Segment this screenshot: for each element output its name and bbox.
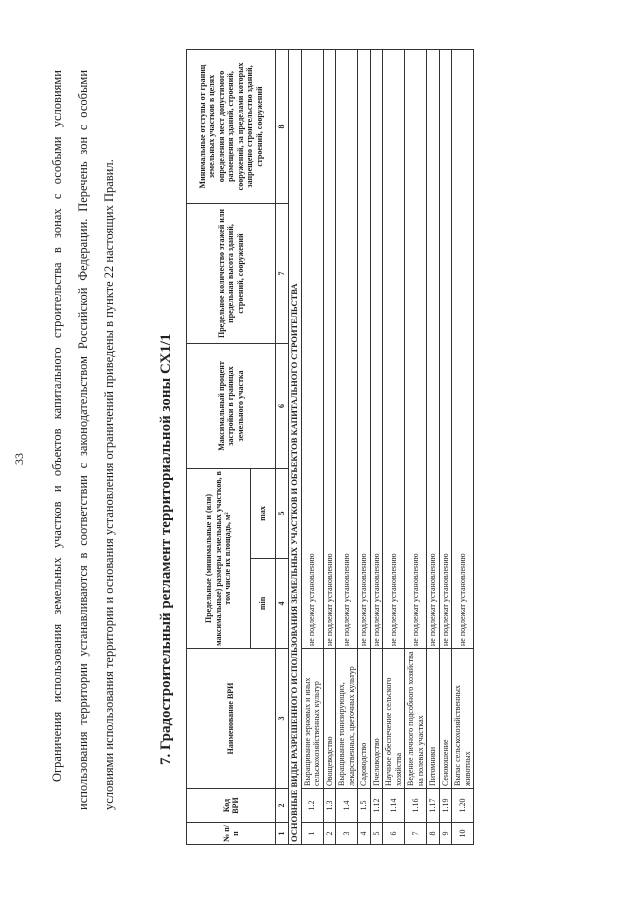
table-row [405, 50, 427, 845]
regulation-table [186, 49, 474, 845]
row-code: 1.20 [452, 789, 474, 823]
row-num: 7 [405, 823, 427, 845]
row-num: 4 [358, 823, 371, 845]
row-note: не подлежат установлению [301, 50, 323, 649]
header-code: Код ВРИ [187, 789, 276, 823]
intro-line-3: Перечень зон с особыми условиями использования территории и основания установления ограничений приведены в [76, 69, 116, 810]
row-num: 1 [301, 823, 323, 845]
header-name: Наименование ВРИ [187, 649, 276, 789]
header-row [187, 50, 251, 845]
row-code: 1.14 [383, 789, 405, 823]
row-num: 8 [427, 823, 440, 845]
row-name: Питомники [427, 649, 440, 789]
row-code: 1.19 [439, 789, 452, 823]
row-code: 1.2 [301, 789, 323, 823]
table-row [383, 50, 405, 845]
header-floors: Предельное количество этажей или предельная высота зданий, строений, сооружений [187, 204, 276, 344]
intro-line-4: пункте 22 настоящих Правил. [102, 159, 116, 318]
col-number: 7 [276, 204, 289, 344]
intro-paragraph [44, 70, 122, 810]
intro-line-2: условиями использования территории устанавливаются в соответствии с законодательством Российской Федерации. [50, 70, 90, 810]
row-code: 1.3 [323, 789, 336, 823]
table-row [358, 50, 371, 845]
row-code: 1.17 [427, 789, 440, 823]
intro-line-1: Ограничения использования земельных участков и объектов капитального строительства в зонах с особыми [50, 136, 64, 782]
row-note: не подлежат установлению [405, 50, 427, 649]
row-code: 1.12 [370, 789, 383, 823]
col-number: 8 [276, 50, 289, 204]
col-number: 6 [276, 344, 289, 469]
col-number: 2 [276, 789, 289, 823]
header-percent: Максимальный процент застройки в границах земельного участка [187, 344, 276, 469]
header-min: min [250, 559, 275, 649]
col-number: 4 [276, 559, 289, 649]
header-max: max [250, 469, 275, 559]
row-note: не подлежат установлению [323, 50, 336, 649]
table-row [301, 50, 323, 845]
section-heading: ОСНОВНЫЕ ВИДЫ РАЗРЕШЕННОГО ИСПОЛЬЗОВАНИЯ ЗЕМЕЛЬНЫХ УЧАСТКОВ И ОБЪЕКТОВ КАПИТАЛЬНОГО СТРОИТЕЛЬСТВА [289, 50, 302, 845]
row-note: не подлежат установлению [452, 50, 474, 649]
row-name: Пчеловодство [370, 649, 383, 789]
table-row [439, 50, 452, 845]
row-note: не подлежат установлению [336, 50, 358, 649]
row-name: Ведение личного подсобного хозяйства на полевых участках [405, 649, 427, 789]
col-number: 3 [276, 649, 289, 789]
row-name: Выращивание зерновых и иных сельскохозяйственных культур [301, 649, 323, 789]
row-num: 3 [336, 823, 358, 845]
header-num: № п/п [187, 823, 276, 845]
row-num: 5 [370, 823, 383, 845]
col-number: 5 [276, 469, 289, 559]
row-name: Выпас сельскохозяйственных животных [452, 649, 474, 789]
row-num: 2 [323, 823, 336, 845]
page-number: 33 [12, 453, 26, 465]
row-code: 1.4 [336, 789, 358, 823]
table-row [323, 50, 336, 845]
header-setbacks: Минимальные отступы от границ земельных участков в целях определения мест допустимого размещения зданий, строений, сооружений, за пределами которых запрещено строительство зданий, строений, сооружений [187, 50, 276, 204]
row-note: не подлежат установлению [370, 50, 383, 649]
row-code: 1.16 [405, 789, 427, 823]
section-row [289, 50, 302, 845]
col-number: 1 [276, 823, 289, 845]
row-note: не подлежат установлению [358, 50, 371, 649]
row-name: Научное обеспечение сельского хозяйства [383, 649, 405, 789]
column-number-row [276, 50, 289, 845]
row-name: Выращивание тонизирующих, лекарственных, цветочных культур [336, 649, 358, 789]
table-row [336, 50, 358, 845]
table-row [370, 50, 383, 845]
row-note: не подлежат установлению [383, 50, 405, 649]
row-name: Сенокошение [439, 649, 452, 789]
row-num: 9 [439, 823, 452, 845]
row-code: 1.5 [358, 789, 371, 823]
row-name: Овощеводство [323, 649, 336, 789]
row-note: не подлежат установлению [427, 50, 440, 649]
table-row [452, 50, 474, 845]
row-num: 10 [452, 823, 474, 845]
section-title: 7. Градостроительный регламент территориальной зоны СХ1/1 [158, 333, 174, 765]
table-row [427, 50, 440, 845]
row-name: Садоводство [358, 649, 371, 789]
row-num: 6 [383, 823, 405, 845]
row-note: не подлежат установлению [439, 50, 452, 649]
header-sizes: Предельные (минимальные и (или) максимальные) размеры земельных участков, в том числе их площадь, м² [187, 469, 251, 649]
